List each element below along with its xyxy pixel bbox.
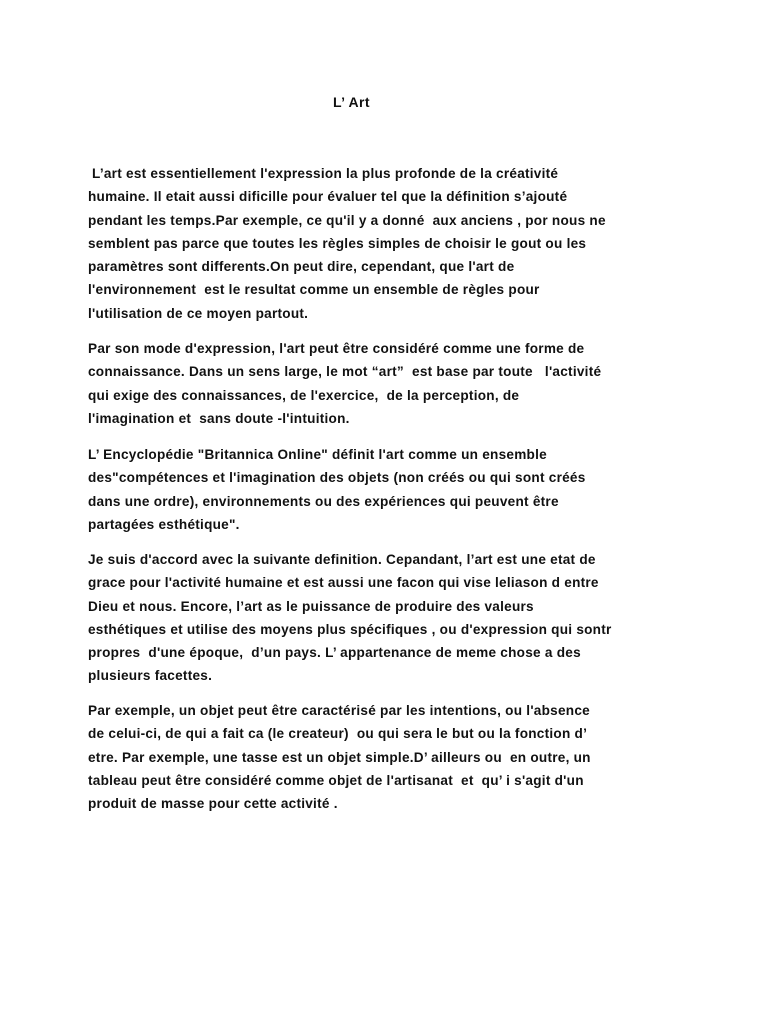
text-line: Je suis d'accord avec la suivante definition. Cepandant, l’art est une etat de bbox=[88, 552, 596, 567]
text-line: l'environnement est le resultat comme un ensemble de règles pour bbox=[88, 282, 540, 298]
paragraph-5 bbox=[88, 699, 688, 815]
text-line: tableau peut être considéré comme objet de l'artisanat et qu’ i s'agit d'un bbox=[88, 772, 584, 788]
text-line: semblent pas parce que toutes les règles simples de choisir le gout ou les bbox=[88, 235, 587, 251]
text-line: L’ Encyclopédie "Britannica Online" définit l'art comme un ensemble bbox=[88, 447, 547, 462]
text-line: Par son mode d'expression, l'art peut être considéré comme une forme de bbox=[88, 341, 585, 356]
text-line: l'utilisation de ce moyen partout. bbox=[88, 305, 309, 321]
paragraph-2 bbox=[88, 337, 688, 430]
text-line: etre. Par exemple, une tasse est un objet simple.D’ ailleurs ou en outre, un bbox=[88, 749, 591, 765]
text-line: esthétiques et utilise des moyens plus spécifiques , ou d'expression qui sontr bbox=[88, 621, 612, 637]
text-line: humaine. Il etait aussi dificille pour évaluer tel que la définition s’ajouté bbox=[88, 189, 568, 205]
text-line: pendant les temps.Par exemple, ce qu'il y a donné aux anciens , por nous ne bbox=[88, 212, 606, 228]
text-line: connaissance. Dans un sens large, le mot “art” est base par toute l'activité bbox=[88, 364, 602, 380]
text-line: dans une ordre), environnements ou des expériences qui peuvent être bbox=[88, 493, 559, 509]
document-title: L’ Art bbox=[333, 94, 370, 110]
text-line: paramètres sont differents.On peut dire, cependant, que l'art de bbox=[88, 259, 515, 275]
text-line: partagées esthétique". bbox=[88, 516, 240, 532]
paragraph-4 bbox=[88, 548, 688, 688]
paragraph-1 bbox=[88, 162, 688, 325]
text-line: l'imagination et sans doute -l'intuition. bbox=[88, 410, 350, 426]
text-line: produit de masse pour cette activité . bbox=[88, 796, 338, 812]
text-line: grace pour l'activité humaine et est aussi une facon qui vise leliason d entre bbox=[88, 575, 599, 591]
paragraph-3 bbox=[88, 443, 688, 536]
text-line: de celui-ci, de qui a fait ca (le createur) ou qui sera le but ou la fonction d’ bbox=[88, 726, 588, 742]
text-line: des"compétences et l'imagination des objets (non créés ou qui sont créés bbox=[88, 470, 586, 486]
text-line: plusieurs facettes. bbox=[88, 668, 213, 684]
text-line: Par exemple, un objet peut être caractérisé par les intentions, ou l'absence bbox=[88, 703, 590, 718]
text-line: qui exige des connaissances, de l'exercice, de la perception, de bbox=[88, 387, 520, 403]
text-line: propres d'une époque, d’un pays. L’ appartenance de meme chose a des bbox=[88, 645, 581, 661]
text-line: Dieu et nous. Encore, l’art as le puissance de produire des valeurs bbox=[88, 598, 534, 614]
text-line: L’art est essentiellement l'expression la plus profonde de la créativité bbox=[88, 166, 559, 181]
